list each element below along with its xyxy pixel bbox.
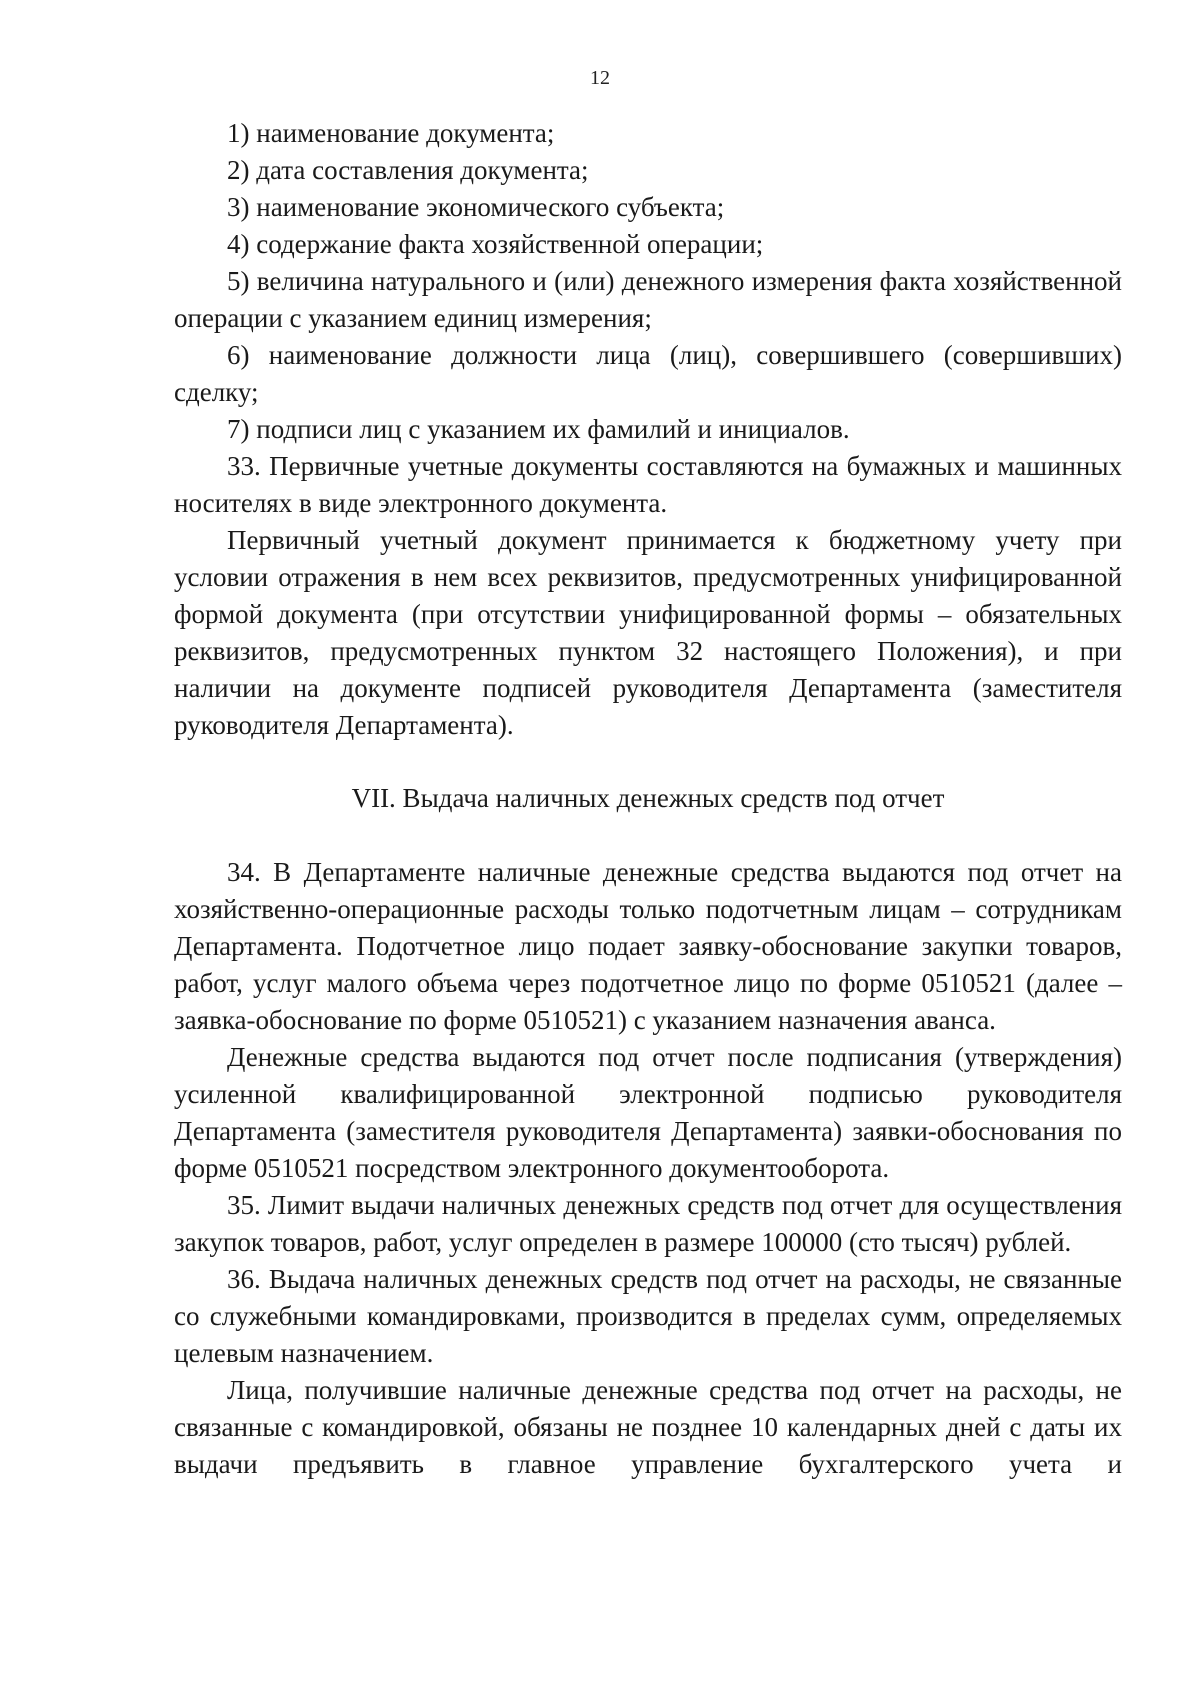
paragraph-36: 36. Выдача наличных денежных средств под отчет на расходы, не связанные со служебными командировками, производится в пределах сумм, определяемых целевым назначением.	[174, 1264, 1122, 1368]
list-item-1: 1) наименование документа;	[227, 118, 555, 148]
page-number: 12	[590, 67, 610, 89]
paragraph-33-continuation: Первичный учетный документ принимается к бюджетному учету при условии отражения в нем всех реквизитов, предусмотренных унифицированной формой документа (при отсутствии унифицированной формы – обязательных реквизитов, предусмотренных пунктом 32 настоящего Положения), и при наличии на документе подписей руководителя Департамента (заместителя руководителя Департамента).	[174, 525, 1122, 740]
paragraph-34: 34. В Департаменте наличные денежные средства выдаются под отчет на хозяйственно-операционные расходы только подотчетным лицам – сотрудникам Департамента. Подотчетное лицо подает заявку-обоснование закупки товаров, работ, услуг малого объема через подотчетное лицо по форме 0510521 (далее – заявка-обоснование по форме 0510521) с указанием назначения аванса.	[174, 857, 1122, 1035]
list-item-2: 2) дата составления документа;	[227, 155, 589, 185]
paragraph-33: 33. Первичные учетные документы составляются на бумажных и машинных носителях в виде электронного документа.	[174, 451, 1122, 518]
list-item-4: 4) содержание факта хозяйственной операции;	[227, 229, 764, 259]
document-body	[174, 115, 1122, 1483]
list-item-7: 7) подписи лиц с указанием их фамилий и инициалов.	[227, 414, 850, 444]
paragraph-35: 35. Лимит выдачи наличных денежных средств под отчет для осуществления закупок товаров, работ, услуг определен в размере 100000 (сто тысяч) рублей.	[174, 1190, 1122, 1257]
list-item-5: 5) величина натурального и (или) денежного измерения факта хозяйственной операции с указанием единиц измерения;	[174, 266, 1122, 333]
list-item-3: 3) наименование экономического субъекта;	[227, 192, 725, 222]
section-heading: VII. Выдача наличных денежных средств под отчет	[351, 783, 945, 813]
paragraph-36-continuation: Лица, получившие наличные денежные средства под отчет на расходы, не связанные с командировкой, обязаны не позднее 10 календарных дней с даты их выдачи предъявить в главное управление бухгалтерского учета и	[174, 1375, 1122, 1479]
list-item-6: 6) наименование должности лица (лиц), совершившего (совершивших) сделку;	[174, 340, 1122, 407]
paragraph-34-continuation: Денежные средства выдаются под отчет после подписания (утверждения) усиленной квалифицированной электронной подписью руководителя Департамента (заместителя руководителя Департамента) заявки-обоснования по форме 0510521 посредством электронного документооборота.	[174, 1042, 1122, 1183]
